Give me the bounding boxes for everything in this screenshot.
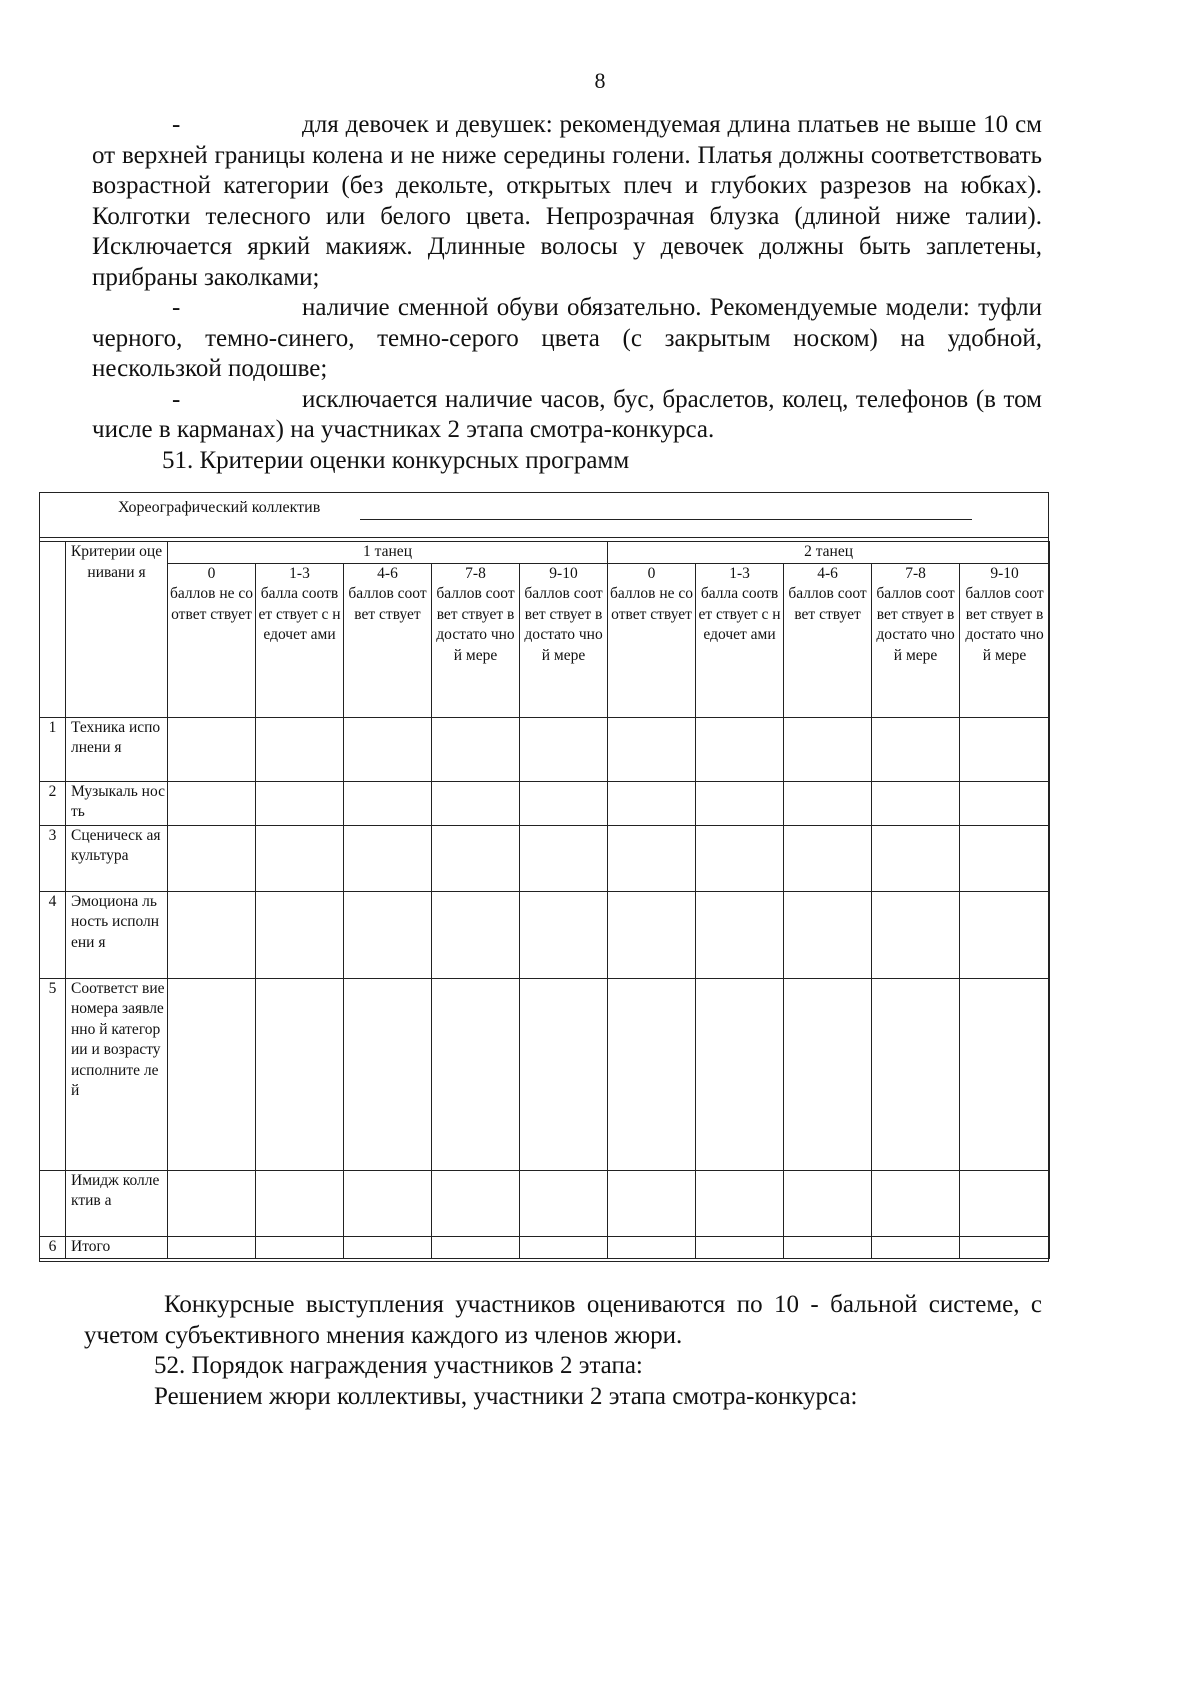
score-cell[interactable] [696,825,784,891]
score-cell[interactable] [432,891,520,978]
criterion-label: Соответст вие номера заявленно й категории и возрасту исполните лей [66,978,168,1170]
score-cell[interactable] [784,717,872,781]
score-cell[interactable] [960,717,1050,781]
row-number: 5 [40,978,66,1170]
score-cell[interactable] [168,825,256,891]
paragraph-accessories [92,385,1042,446]
score-cell[interactable] [520,781,608,825]
criteria-table [39,541,1050,1259]
score-cell[interactable] [960,1170,1050,1236]
score-cell[interactable] [872,717,960,781]
paragraph-scoring-system: Конкурсные выступления участников оцениваются по 10 - бальной системе, с учетом субъективного мнения каждого из членов жюри. [84,1291,1042,1349]
dash-marker: - [172,385,181,413]
score-cell[interactable] [520,825,608,891]
score-desc: баллов не соответ ствует [610,585,694,623]
score-cell[interactable] [168,978,256,1170]
criteria-form [39,492,1049,1262]
score-cell[interactable] [608,891,696,978]
header-num-cell [40,542,66,718]
score-cell[interactable] [432,1236,520,1258]
score-desc: балла соответ ствует с недочет ами [698,585,781,643]
paragraph-text: исключается наличие часов, бус, браслетов, колец, телефонов (в том числе в карманах) на участниках 2 этапа смотра-конкурса. [92,385,1042,443]
score-header [872,563,960,717]
score-cell[interactable] [344,1170,432,1236]
collective-label: Хореографический коллектив [118,499,321,516]
score-header [520,563,608,717]
criteria-header: Критерии оценивани я [66,542,168,718]
bottom-text-block [84,1290,1042,1412]
score-header [696,563,784,717]
score-cell[interactable] [520,978,608,1170]
score-cell[interactable] [872,891,960,978]
score-cell[interactable] [696,717,784,781]
criterion-label: Сценическ ая культура [66,825,168,891]
score-cell[interactable] [256,717,344,781]
criterion-label: Музыкаль ность [66,781,168,825]
row-number: 1 [40,717,66,781]
score-cell[interactable] [256,978,344,1170]
score-value: 1-3 [289,564,310,582]
score-cell[interactable] [872,781,960,825]
score-header [432,563,520,717]
score-desc: баллов соответ ствует в достато чной мере [524,585,603,664]
score-cell[interactable] [168,781,256,825]
score-cell[interactable] [696,891,784,978]
score-cell[interactable] [784,1170,872,1236]
score-cell[interactable] [696,781,784,825]
score-value: 0 [647,564,656,582]
score-desc: баллов не соответ ствует [170,585,253,623]
score-cell[interactable] [696,978,784,1170]
score-value: 0 [207,564,216,582]
paragraph-shoes [92,293,1042,385]
score-value: 7-8 [905,564,926,582]
table-row [40,978,1050,1170]
score-cell[interactable] [344,717,432,781]
score-value: 4-6 [817,564,838,582]
score-cell[interactable] [608,717,696,781]
criterion-label: Имидж коллектив а [66,1170,168,1236]
score-cell[interactable] [344,781,432,825]
score-cell[interactable] [784,891,872,978]
table-row [40,1170,1050,1236]
score-cell[interactable] [784,978,872,1170]
score-value: 1-3 [729,564,750,582]
score-cell[interactable] [960,825,1050,891]
score-cell[interactable] [608,978,696,1170]
paragraph-dress-girls [92,110,1042,293]
score-cell[interactable] [168,1236,256,1258]
score-cell[interactable] [520,1236,608,1258]
score-cell[interactable] [432,781,520,825]
collective-fill-line [360,519,972,520]
score-cell[interactable] [344,978,432,1170]
section-heading-52: 52. Порядок награждения участников 2 этапа: [154,1352,643,1379]
row-number: 3 [40,825,66,891]
score-cell[interactable] [256,1236,344,1258]
criterion-label: Эмоциона льность исполнени я [66,891,168,978]
score-cell[interactable] [960,978,1050,1170]
row-number: 6 [40,1236,66,1258]
paragraph-text: наличие сменной обуви обязательно. Рекомендуемые модели: туфли черного, темно-синего, темно-серого цвета (с закрытым носком) на удобной, нескользкой подошве; [92,294,1042,382]
score-cell[interactable] [872,978,960,1170]
score-cell[interactable] [256,781,344,825]
criterion-label: Техника исполнени я [66,717,168,781]
table-row [40,781,1050,825]
score-cell[interactable] [344,825,432,891]
score-cell[interactable] [608,1236,696,1258]
score-value: 9-10 [990,564,1019,582]
score-cell[interactable] [872,1236,960,1258]
page-number: 8 [594,68,606,93]
score-cell[interactable] [168,891,256,978]
score-cell[interactable] [696,1236,784,1258]
score-cell[interactable] [960,891,1050,978]
score-cell[interactable] [608,825,696,891]
score-cell[interactable] [960,1236,1050,1258]
table-row [40,825,1050,891]
score-cell[interactable] [432,978,520,1170]
score-value: 7-8 [465,564,486,582]
row-number: 4 [40,891,66,978]
row-number [40,1170,66,1236]
score-header [608,563,696,717]
score-cell[interactable] [256,891,344,978]
score-value: 4-6 [377,564,398,582]
score-cell[interactable] [168,1170,256,1236]
dance-1-header: 1 танец [168,542,608,564]
dance-2-header: 2 танец [608,542,1050,564]
table-row [40,891,1050,978]
score-cell[interactable] [784,825,872,891]
paragraph-jury-decision: Решением жюри коллективы, участники 2 этапа смотра-конкурса: [154,1382,858,1410]
score-cell[interactable] [344,1236,432,1258]
score-cell[interactable] [432,717,520,781]
form-divider [40,537,1048,538]
score-cell[interactable] [432,1170,520,1236]
paragraph-text: для девочек и девушек: рекомендуемая длина платьев не выше 10 см от верхней границы колена и не ниже середины голени. Платья должны соответствовать возрастной категории (без декольте, открытых плеч и глубоких разрезов на юбках). Колготки телесного или белого цвета. Непрозрачная блузка (длиной ниже талии). Исключается яркий макияж. Длинные волосы у девочек должны быть заплетены, прибраны заколками; [92,111,1042,291]
score-desc: баллов соответ ствует в достато чной мере [965,585,1044,664]
dash-marker: - [172,111,181,138]
score-cell[interactable] [256,1170,344,1236]
score-cell[interactable] [520,1170,608,1236]
table-row [40,717,1050,781]
score-cell[interactable] [872,1170,960,1236]
score-cell[interactable] [608,781,696,825]
score-header [960,563,1050,717]
score-desc: баллов соответ ствует [788,585,867,623]
score-cell[interactable] [520,891,608,978]
score-value: 9-10 [549,564,578,582]
score-cell[interactable] [872,825,960,891]
score-desc: баллов соответ ствует в достато чной мере [436,585,515,664]
criterion-label: Итого [66,1236,168,1258]
score-cell[interactable] [256,825,344,891]
section-heading-51: 51. Критерии оценки конкурсных программ [162,446,630,474]
score-desc: баллов соответ ствует [348,585,427,623]
table-row [40,1236,1050,1258]
score-desc: баллов соответ ствует в достато чной мере [876,585,955,664]
top-text-block [92,110,1042,476]
score-header [344,563,432,717]
score-cell[interactable] [784,781,872,825]
score-cell[interactable] [344,891,432,978]
score-cell[interactable] [168,717,256,781]
row-number: 2 [40,781,66,825]
score-header [784,563,872,717]
score-cell[interactable] [432,825,520,891]
score-cell[interactable] [608,1170,696,1236]
dash-marker: - [172,294,181,321]
score-header [168,563,256,717]
score-cell[interactable] [696,1170,784,1236]
score-cell[interactable] [960,781,1050,825]
score-header [256,563,344,717]
score-cell[interactable] [784,1236,872,1258]
score-desc: балла соответ ствует с недочет ами [258,585,341,643]
score-cell[interactable] [520,717,608,781]
